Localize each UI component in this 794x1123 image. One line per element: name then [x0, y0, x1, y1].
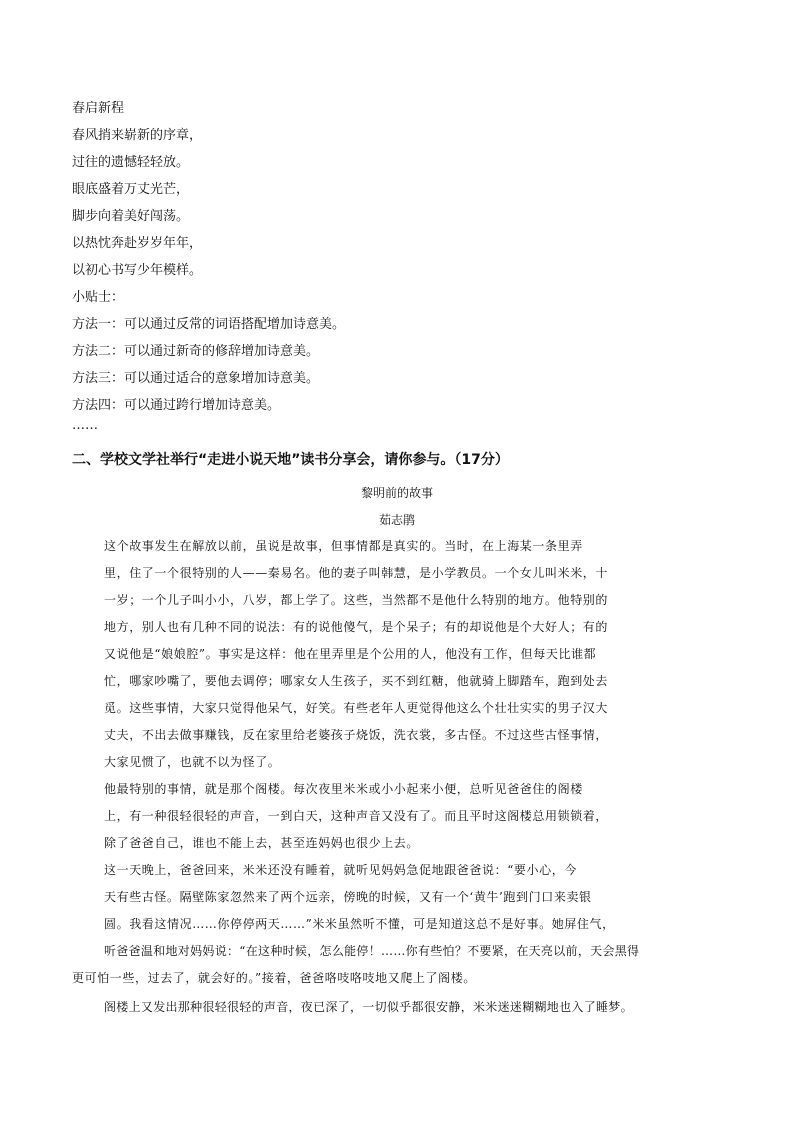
story-author: 茹志鹃	[378, 513, 415, 527]
story-line: 丈夫，不出去做事赚钱，反在家里给老婆孩子烧饭，洗衣裳，多古怪。不过这些古怪事情，	[104, 728, 609, 742]
poem-line: 春风捎来崭新的序章，	[72, 128, 203, 143]
story-line: 大家见惯了，也就不以为怪了。	[104, 755, 281, 769]
method-item: 方法四：可以通过跨行增加诗意美。	[72, 398, 281, 413]
poem-line: 以初心书写少年模样。	[72, 263, 203, 278]
story-line: 阁楼上又发出那种很轻很轻的声音，夜已深了，一切似乎都很安静，米米迷迷糊糊地也入了睡梦。	[104, 1000, 633, 1014]
story-line: 忙，哪家吵嘴了，要他去调停；哪家女人生孩子，买不到红糖，他就骑上脚踏车，跑到处去	[104, 674, 609, 688]
poem-line: 以热忱奔赴岁岁年年，	[72, 236, 203, 251]
story-line: 天有些古怪。隔壁陈家忽然来了两个远亲，傍晚的时候，又有一个‘黄牛’跑到门口来卖银	[104, 890, 592, 904]
story-line: 他最特别的事情，就是那个阁楼。每次夜里米米或小小起来小便，总听见爸爸住的阁楼	[104, 782, 583, 796]
story-line: 又说他是“娘娘腔”。事实是这样：他在里弄里是个公用的人，他没有工作，但每天比谁都	[104, 647, 597, 661]
story-line: 觅。这些事情，大家只觉得他呆气，好笑。有些老年人更觉得他这么个壮壮实实的男子汉大	[104, 701, 609, 715]
story-line: 这一天晚上，爸爸回来，米米还没有睡着，就听见妈妈急促地跟爸爸说：“要小心，今	[104, 863, 577, 877]
story-line: 上，有一种很轻很轻的声音，一到白天，这种声音又没有了。而且平时这阁楼总用锁锁着，	[104, 809, 609, 823]
story-line: 这个故事发生在解放以前，虽说是故事，但事情都是真实的。当时，在上海某一条里弄	[104, 539, 583, 553]
poem-line: 眼底盛着万丈光芒，	[72, 182, 190, 197]
story-title: 黎明前的故事	[360, 486, 433, 500]
method-item: 方法三：可以通过适合的意象增加诗意美。	[72, 371, 320, 386]
story-line: 一岁；一个儿子叫小小，八岁，都上学了。这些，当然都不是他什么特别的地方。他特别的	[104, 593, 609, 607]
story-line: 圆。我看这情况……你停停两天……”米米虽然听不懂，可是知道这总不是好事。她屏住气，	[104, 917, 615, 931]
story-line: 除了爸爸自己，谁也不能上去，甚至连妈妈也很少上去。	[104, 836, 420, 850]
story-line: 听爸爸温和地对妈妈说：“在这种时候，怎么能停！……你有些怕？不要紧，在天亮以前，天会黑得	[104, 944, 640, 958]
method-item: 方法一：可以通过反常的词语搭配增加诗意美。	[72, 317, 346, 332]
section-heading: 二、学校文学社举行“走进小说天地”读书分享会，请你参与。（17分）	[72, 452, 509, 468]
ellipsis: ……	[72, 418, 98, 433]
poem-line: 过往的遗憾轻轻放。	[72, 155, 190, 170]
story-line: 里，住了一个很特别的人——秦易名。他的妻子叫韩慧，是小学教员。一个女儿叫米米，十	[104, 566, 609, 580]
poem-title: 春启新程	[72, 101, 125, 116]
story-line: 更可怕一些，过去了，就会好的。”接着，爸爸咯吱咯吱地又爬上了阁楼。	[72, 971, 476, 985]
method-item: 方法二：可以通过新奇的修辞增加诗意美。	[72, 344, 320, 359]
story-line: 地方，别人也有几种不同的说法：有的说他傻气，是个呆子；有的却说他是个大好人；有的	[104, 620, 609, 634]
poem-line: 脚步向着美好闯荡。	[72, 209, 190, 224]
tips-label: 小贴士：	[72, 290, 125, 305]
